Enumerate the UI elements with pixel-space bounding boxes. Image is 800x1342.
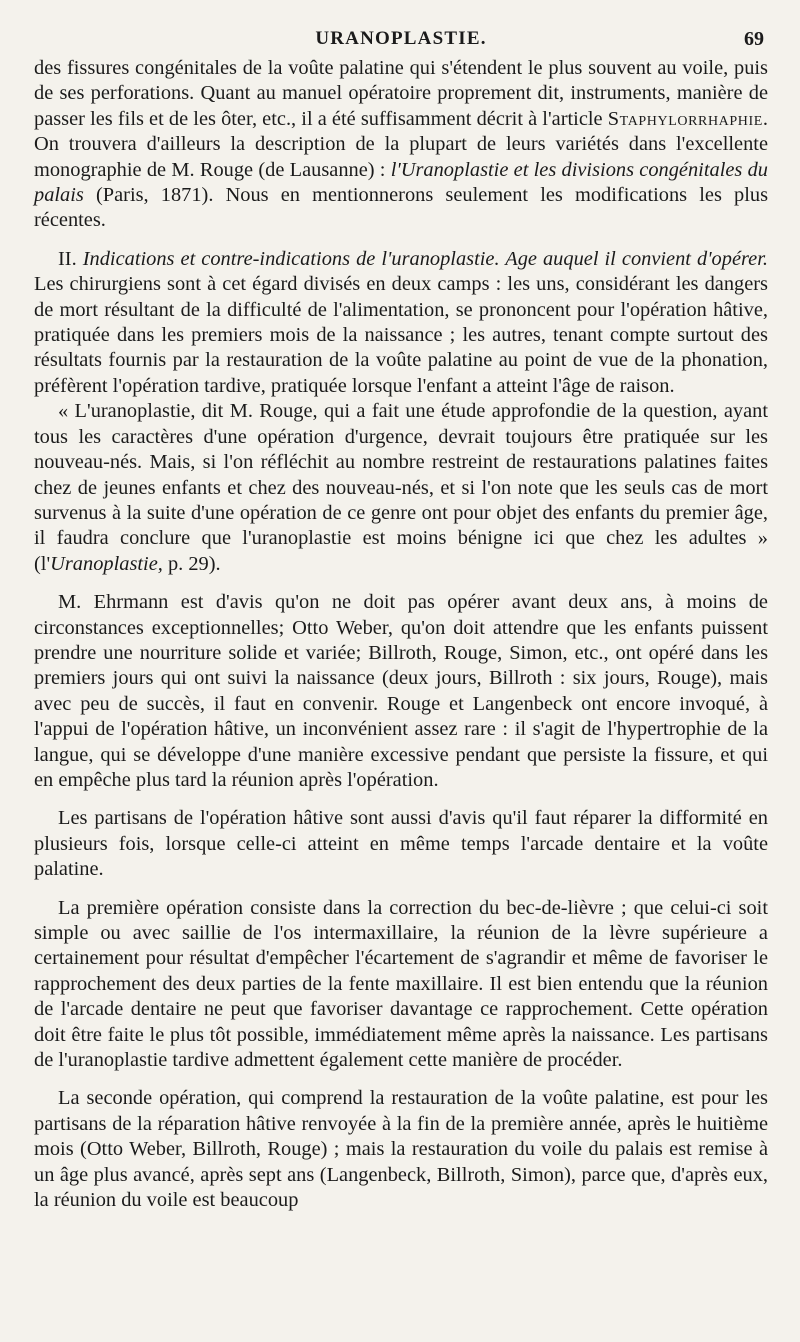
section-heading: Indications et contre-indications de l'uranoplastie. Age auquel il convient d'opérer. [82, 247, 769, 270]
quote-source-page: p. 29). [162, 552, 221, 575]
paragraph-1-text-c: . On trouvera d'ailleurs la description de la plupart de leurs variétés dans l'excellente monographie de M. Rouge (de Lausanne) : [34, 107, 768, 181]
body-text [34, 56, 768, 1213]
quote-text: « L'uranoplastie, dit M. Rouge, qui a fait une étude approfondie de la question, ayant tous les caractères d'une opération d'urgence, devrait toujours être pratiquée sur les nouveau-nés. Mais, si l'on réfléchit au nombre restreint de restaurations palatines faites chez de jeunes enfants et chez des nouveau-nés, et si l'on note que les seuls cas de mort survenus à la suite d'une opération de ce genre ont pour objet des enfants du premier âge, il faudra conclure que l'uranoplastie est moins bénigne ici que chez les adultes » (l' [34, 400, 768, 575]
paragraph-1-text-e: (Paris, 1871). Nous en mentionnerons seulement les modifications les plus récentes. [34, 184, 768, 232]
paragraph-2 [34, 247, 768, 399]
page-number: 69 [744, 28, 764, 50]
running-title: URANOPLASTIE. [315, 28, 487, 49]
paragraph-6: La première opération consiste dans la correction du bec-de-lièvre ; que celui-ci soit simple ou avec saillie de l'os intermaxillaire, la réunion de la lèvre supérieure a certainement pour résultat d'empêcher l'écartement de s'agrandir et même de favoriser le rapprochement des deux parties de la fente maxillaire. Il est bien entendu que la réunion de l'arcade dentaire ne peut que favoriser davantage ce rapprochement. Cette opération doit être faite le plus tôt possible, immédiatement même après la naissance. Les partisans de l'uranoplastie tardive admettent également cette manière de procéder. [34, 896, 768, 1072]
paragraph-1-text-a: des fissures congénitales de la voûte palatine qui s'étendent le plus souvent au voile, puis de ses perforations. Quant au manuel opératoire proprement dit, instruments, manière de passer les fils et de les ôter, etc., il a été suffisamment décrit à l'article [34, 57, 768, 130]
paragraph-2-text: Les chirurgiens sont à cet égard divisés en deux camps : les uns, considérant les dangers de mort résultant de la difficulté de l'alimentation, se prononcent pour l'opération hâtive, pratiquée dans les premiers mois de la naissance ; les autres, tenant compte surtout des résultats fournis par la restauration de la voûte palatine au point de vue de la phonation, préfèrent l'opération tardive, pratiquée lorsque l'enfant a atteint l'âge de raison. [34, 273, 768, 397]
paragraph-3-quote [34, 399, 768, 577]
quote-source-title: Uranoplastie, [50, 552, 163, 575]
article-reference: Staphylorrhaphie [607, 107, 763, 130]
paragraph-5: Les partisans de l'opération hâtive sont aussi d'avis qu'il faut réparer la difformité en plusieurs fois, lorsque celle-ci atteint en même temps l'arcade dentaire et la voûte palatine. [34, 807, 768, 881]
page-header [34, 26, 768, 56]
section-number: II. [58, 247, 83, 270]
paragraph-1 [34, 56, 768, 234]
paragraph-7: La seconde opération, qui comprend la restauration de la voûte palatine, est pour les partisans de la réparation hâtive renvoyée à la fin de la première année, après le huitième mois (Otto Weber, Billroth, Rouge) ; mais la restauration du voile du palais est remise à un âge plus avancé, après sept ans (Langenbeck, Billroth, Simon), parce que, d'après eux, la réunion du voile est beaucoup [34, 1087, 768, 1212]
paragraph-4: M. Ehrmann est d'avis qu'on ne doit pas opérer avant deux ans, à moins de circonstances exceptionnelles; Otto Weber, qu'on doit attendre que les enfants puissent prendre une nourriture solide et variée; Billroth, Rouge, Simon, etc., ont opéré dans les premiers jours qui ont suivi la naissance (deux jours, Billroth : six jours, Rouge), mais avec peu de succès, il faut en convenir. Rouge et Langenbeck ont encore invoqué, à l'appui de l'opération hâtive, un inconvénient assez rare : il s'agit de l'hypertrophie de la langue, qui se développe d'une manière excessive pendant que persiste la fissure, et qui en empêche plus tard la réunion après l'opération. [34, 591, 768, 791]
monograph-title: l'Uranoplastie et les divisions congénitales du palais [34, 158, 768, 207]
